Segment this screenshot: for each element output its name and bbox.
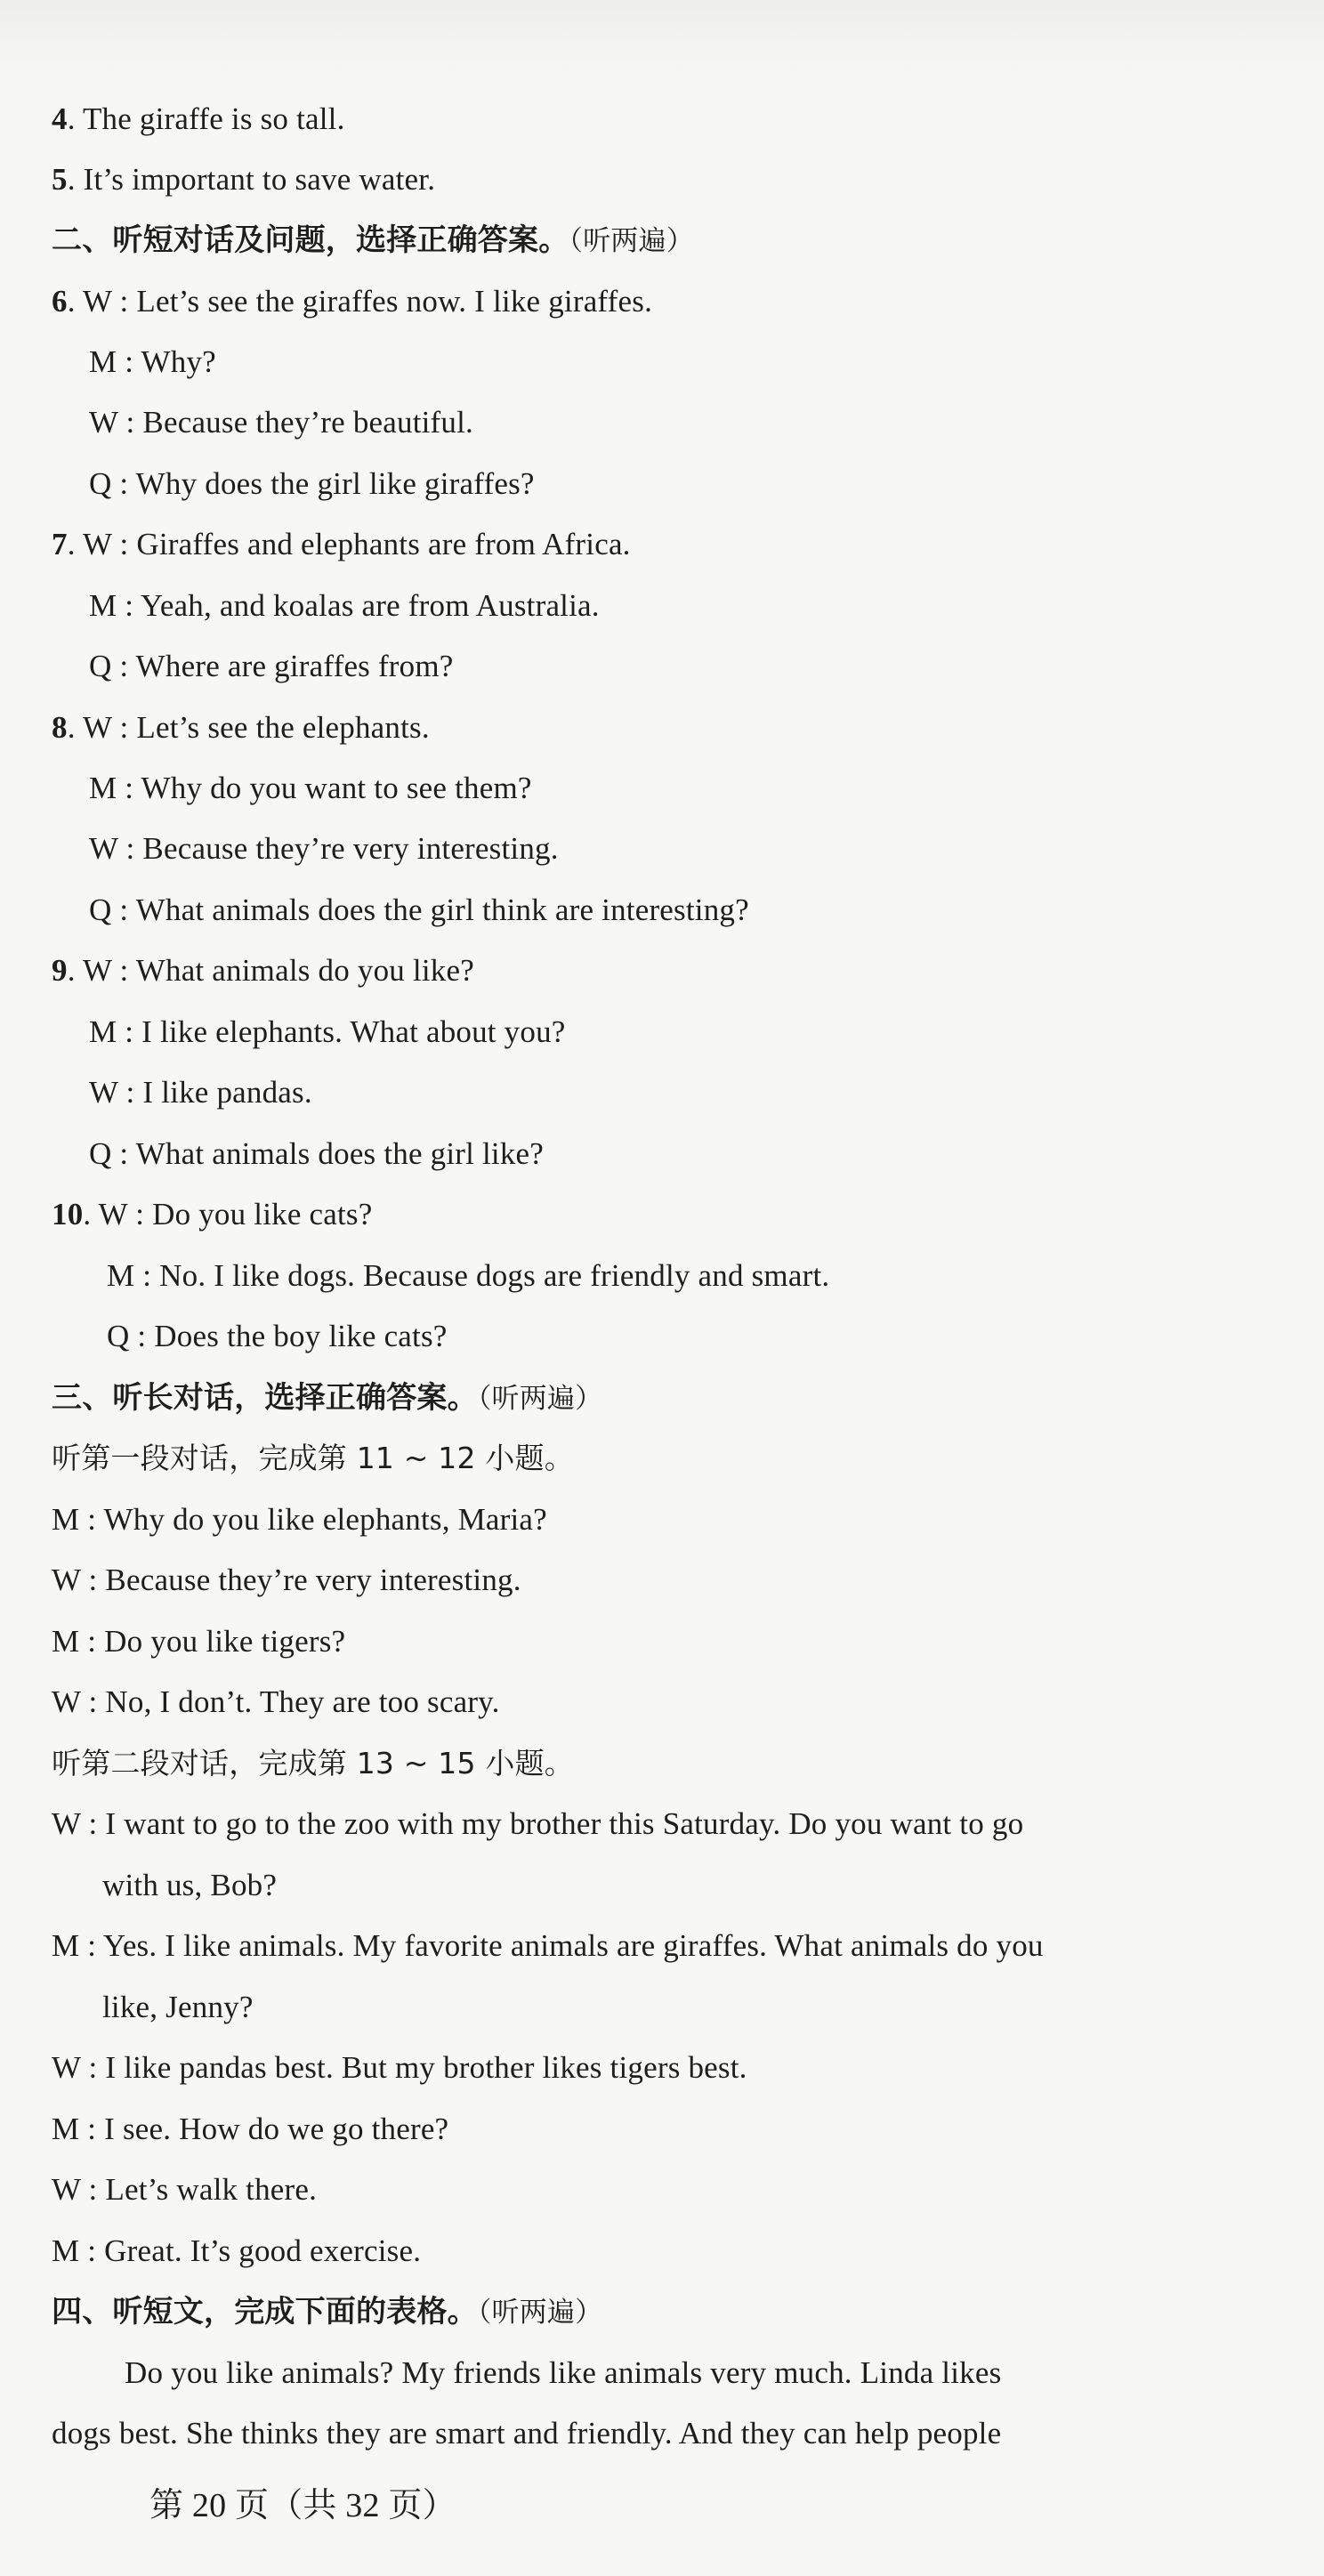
question-line: Q : Why does the girl like giraffes? — [89, 466, 535, 501]
section-4-heading — [52, 2292, 602, 2332]
dialogue-intro: 听第一段对话，完成第 11 ~ 12 小题。 — [52, 1441, 574, 1475]
dialogue-line: M : Yeah, and koalas are from Australia. — [89, 588, 600, 623]
item-number: 6 — [52, 284, 68, 319]
item-number: 8 — [52, 710, 68, 745]
dialogue-line: W : I like pandas best. But my brother likes tigers best. — [52, 2050, 747, 2085]
dialogue-line-cont: with us, Bob? — [102, 1868, 278, 1902]
dialogue-line: M : No. I like dogs. Because dogs are friendly and smart. — [107, 1258, 830, 1293]
passage-line: dogs best. She thinks they are smart and friendly. And they can help people — [52, 2416, 1002, 2451]
dialogue-line: M : Why do you like elephants, Maria? — [52, 1502, 547, 1537]
page-number-footer: 第 20 页（共 32 页） — [149, 2487, 456, 2524]
section-2-heading — [52, 221, 694, 261]
item-7 — [52, 525, 631, 564]
item-number: 10 — [52, 1197, 84, 1231]
dialogue-line: M : Do you like tigers? — [52, 1624, 346, 1659]
dialogue-line: M : Why do you want to see them? — [89, 771, 532, 805]
dialogue-line: W : No, I don’t. They are too scary. — [52, 1684, 500, 1719]
dialogue-line: W : I like pandas. — [89, 1075, 312, 1110]
item-4 — [52, 100, 345, 139]
dialogue-line: W : Because they’re very interesting. — [89, 831, 559, 866]
question-line: Q : What animals does the girl think are interesting? — [89, 892, 749, 927]
item-number: 9 — [52, 953, 68, 988]
item-text: . W : Giraffes and elephants are from Africa. — [67, 527, 631, 561]
section-title: 二、听短对话及问题，选择正确答案。 — [52, 222, 569, 258]
question-line: Q : Does the boy like cats? — [107, 1319, 448, 1353]
item-number: 7 — [52, 527, 68, 561]
section-title: 三、听长对话，选择正确答案。 — [52, 1380, 478, 1416]
section-3-heading — [52, 1378, 602, 1418]
item-text: . W : What animals do you like? — [67, 953, 474, 988]
dialogue-intro: 听第二段对话，完成第 13 ~ 15 小题。 — [52, 1746, 574, 1781]
dialogue-line: M : Yes. I like animals. My favorite animals are giraffes. What animals do you — [52, 1928, 1044, 1963]
item-9 — [52, 951, 474, 990]
item-6 — [52, 282, 652, 321]
dialogue-line: W : Let’s walk there. — [52, 2172, 318, 2207]
section-title: 四、听短文，完成下面的表格。 — [52, 2294, 478, 2330]
section-note: （听两遍） — [477, 2297, 603, 2329]
top-scan-strip — [0, 0, 1324, 80]
passage-line: Do you like animals? My friends like animals very much. Linda likes — [125, 2355, 1002, 2390]
dialogue-line: M : Great. It’s good exercise. — [52, 2233, 422, 2268]
item-number: 5 — [52, 162, 68, 197]
dialogue-line: W : Because they’re very interesting. — [52, 1563, 521, 1597]
dialogue-line: M : I like elephants. What about you? — [89, 1014, 566, 1049]
item-text: . It’s important to save water. — [67, 162, 436, 197]
question-line: Q : What animals does the girl like? — [89, 1136, 545, 1171]
item-text: . W : Do you like cats? — [83, 1197, 373, 1231]
item-5 — [52, 160, 435, 199]
dialogue-line: M : Why? — [89, 344, 216, 379]
dialogue-line: W : Because they’re beautiful. — [89, 405, 473, 440]
section-note: （听两遍） — [477, 1383, 603, 1415]
section-note: （听两遍） — [569, 225, 694, 257]
dialogue-line: W : I want to go to the zoo with my brother this Saturday. Do you want to go — [52, 1806, 1024, 1841]
item-text: . W : Let’s see the elephants. — [67, 710, 430, 745]
item-text: . The giraffe is so tall. — [67, 101, 345, 136]
item-text: . W : Let’s see the giraffes now. I like giraffes. — [67, 284, 653, 319]
dialogue-line-cont: like, Jenny? — [102, 1990, 254, 2024]
dialogue-line: M : I see. How do we go there? — [52, 2112, 449, 2146]
item-number: 4 — [52, 101, 68, 136]
question-line: Q : Where are giraffes from? — [89, 649, 454, 683]
item-10 — [52, 1195, 372, 1234]
item-8 — [52, 708, 430, 747]
